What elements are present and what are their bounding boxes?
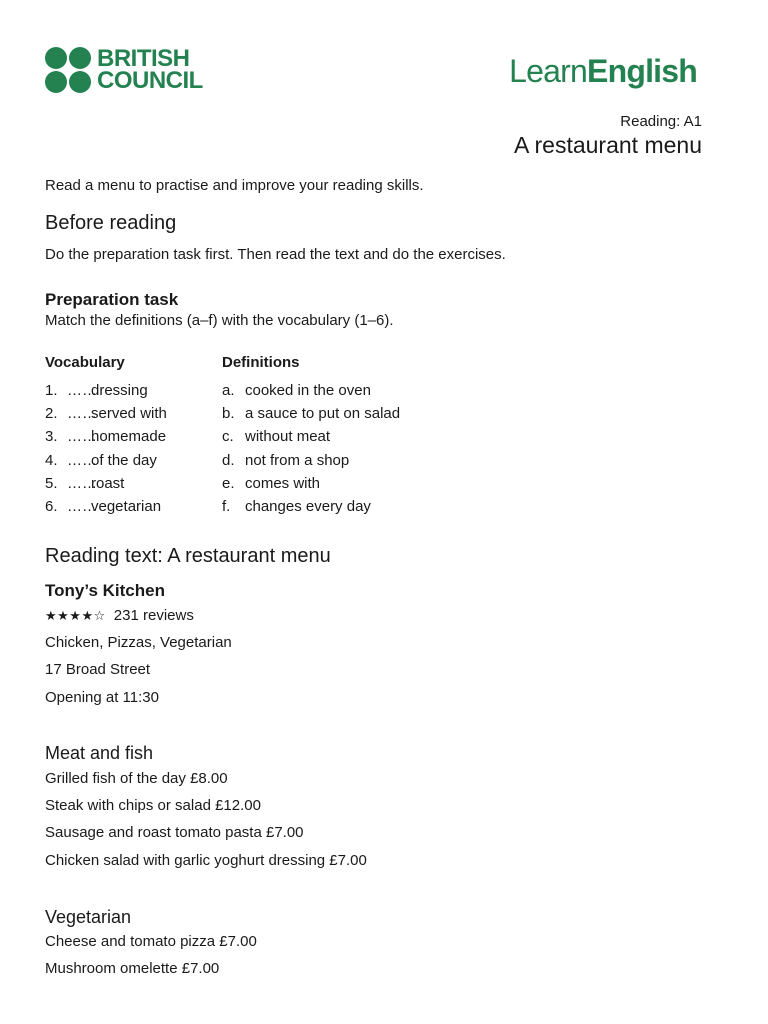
level-label: Reading: A1 — [620, 113, 702, 130]
page-title: A restaurant menu — [514, 132, 702, 158]
vocab-item: 2. …… served with — [45, 405, 167, 422]
opening-text: Opening at 11:30 — [45, 689, 159, 706]
address-text: 17 Broad Street — [45, 661, 151, 678]
before-reading-text: Do the preparation task first. Then read the text and do the exercises. — [45, 246, 506, 263]
vocab-item: 6. …… vegetarian — [45, 498, 162, 515]
vocabulary-header: Vocabulary — [45, 354, 125, 371]
definition-item: b. a sauce to put on salad — [222, 405, 401, 422]
restaurant-name: Tony’s Kitchen — [45, 581, 165, 600]
british-council-wordmark — [97, 45, 203, 94]
definition-item: c. without meat — [222, 428, 331, 445]
preparation-instruction: Match the definitions (a–f) with the vocabulary (1–6). — [45, 312, 394, 329]
menu-item: Sausage and roast tomato pasta £7.00 — [45, 824, 304, 841]
before-reading-heading: Before reading — [45, 212, 177, 234]
menu-item: Chicken salad with garlic yoghurt dressing £7.00 — [45, 852, 367, 869]
meat-fish-heading: Meat and fish — [45, 743, 154, 763]
vocab-item: 4. …… of the day — [45, 452, 157, 469]
vocab-item: 1. …… dressing — [45, 382, 148, 399]
vegetarian-heading: Vegetarian — [45, 907, 132, 927]
reading-heading: Reading text: A restaurant menu — [45, 545, 331, 567]
rating-row — [45, 607, 194, 624]
definition-item: f. changes every day — [222, 498, 371, 515]
definition-item: a. cooked in the oven — [222, 382, 371, 399]
preparation-heading: Preparation task — [45, 290, 179, 309]
le-logo-light: Learn — [509, 53, 588, 89]
british-council-logo — [45, 45, 203, 95]
definition-item: d. not from a shop — [222, 452, 350, 469]
menu-item: Cheese and tomato pizza £7.00 — [45, 933, 257, 950]
intro-text: Read a menu to practise and improve your reading skills. — [45, 177, 424, 194]
bc-logo-line2: COUNCIL — [97, 67, 203, 94]
learnenglish-logo — [509, 53, 697, 90]
star-rating-icon: ★★★★☆ — [45, 608, 106, 623]
reviews-count: 231 reviews — [113, 607, 194, 624]
cuisine-text: Chicken, Pizzas, Vegetarian — [45, 634, 232, 651]
menu-item: Steak with chips or salad £12.00 — [45, 797, 261, 814]
british-council-dots-icon — [45, 47, 91, 93]
le-logo-bold: English — [587, 53, 697, 89]
definition-item: e. comes with — [222, 475, 321, 492]
vocab-item: 3. …… homemade — [45, 428, 167, 445]
menu-item: Grilled fish of the day £8.00 — [45, 770, 228, 787]
bc-logo-line1: BRITISH — [97, 45, 190, 72]
vocab-item: 5. …… roast — [45, 475, 125, 492]
menu-item: Mushroom omelette £7.00 — [45, 960, 220, 977]
definitions-header: Definitions — [222, 354, 300, 371]
